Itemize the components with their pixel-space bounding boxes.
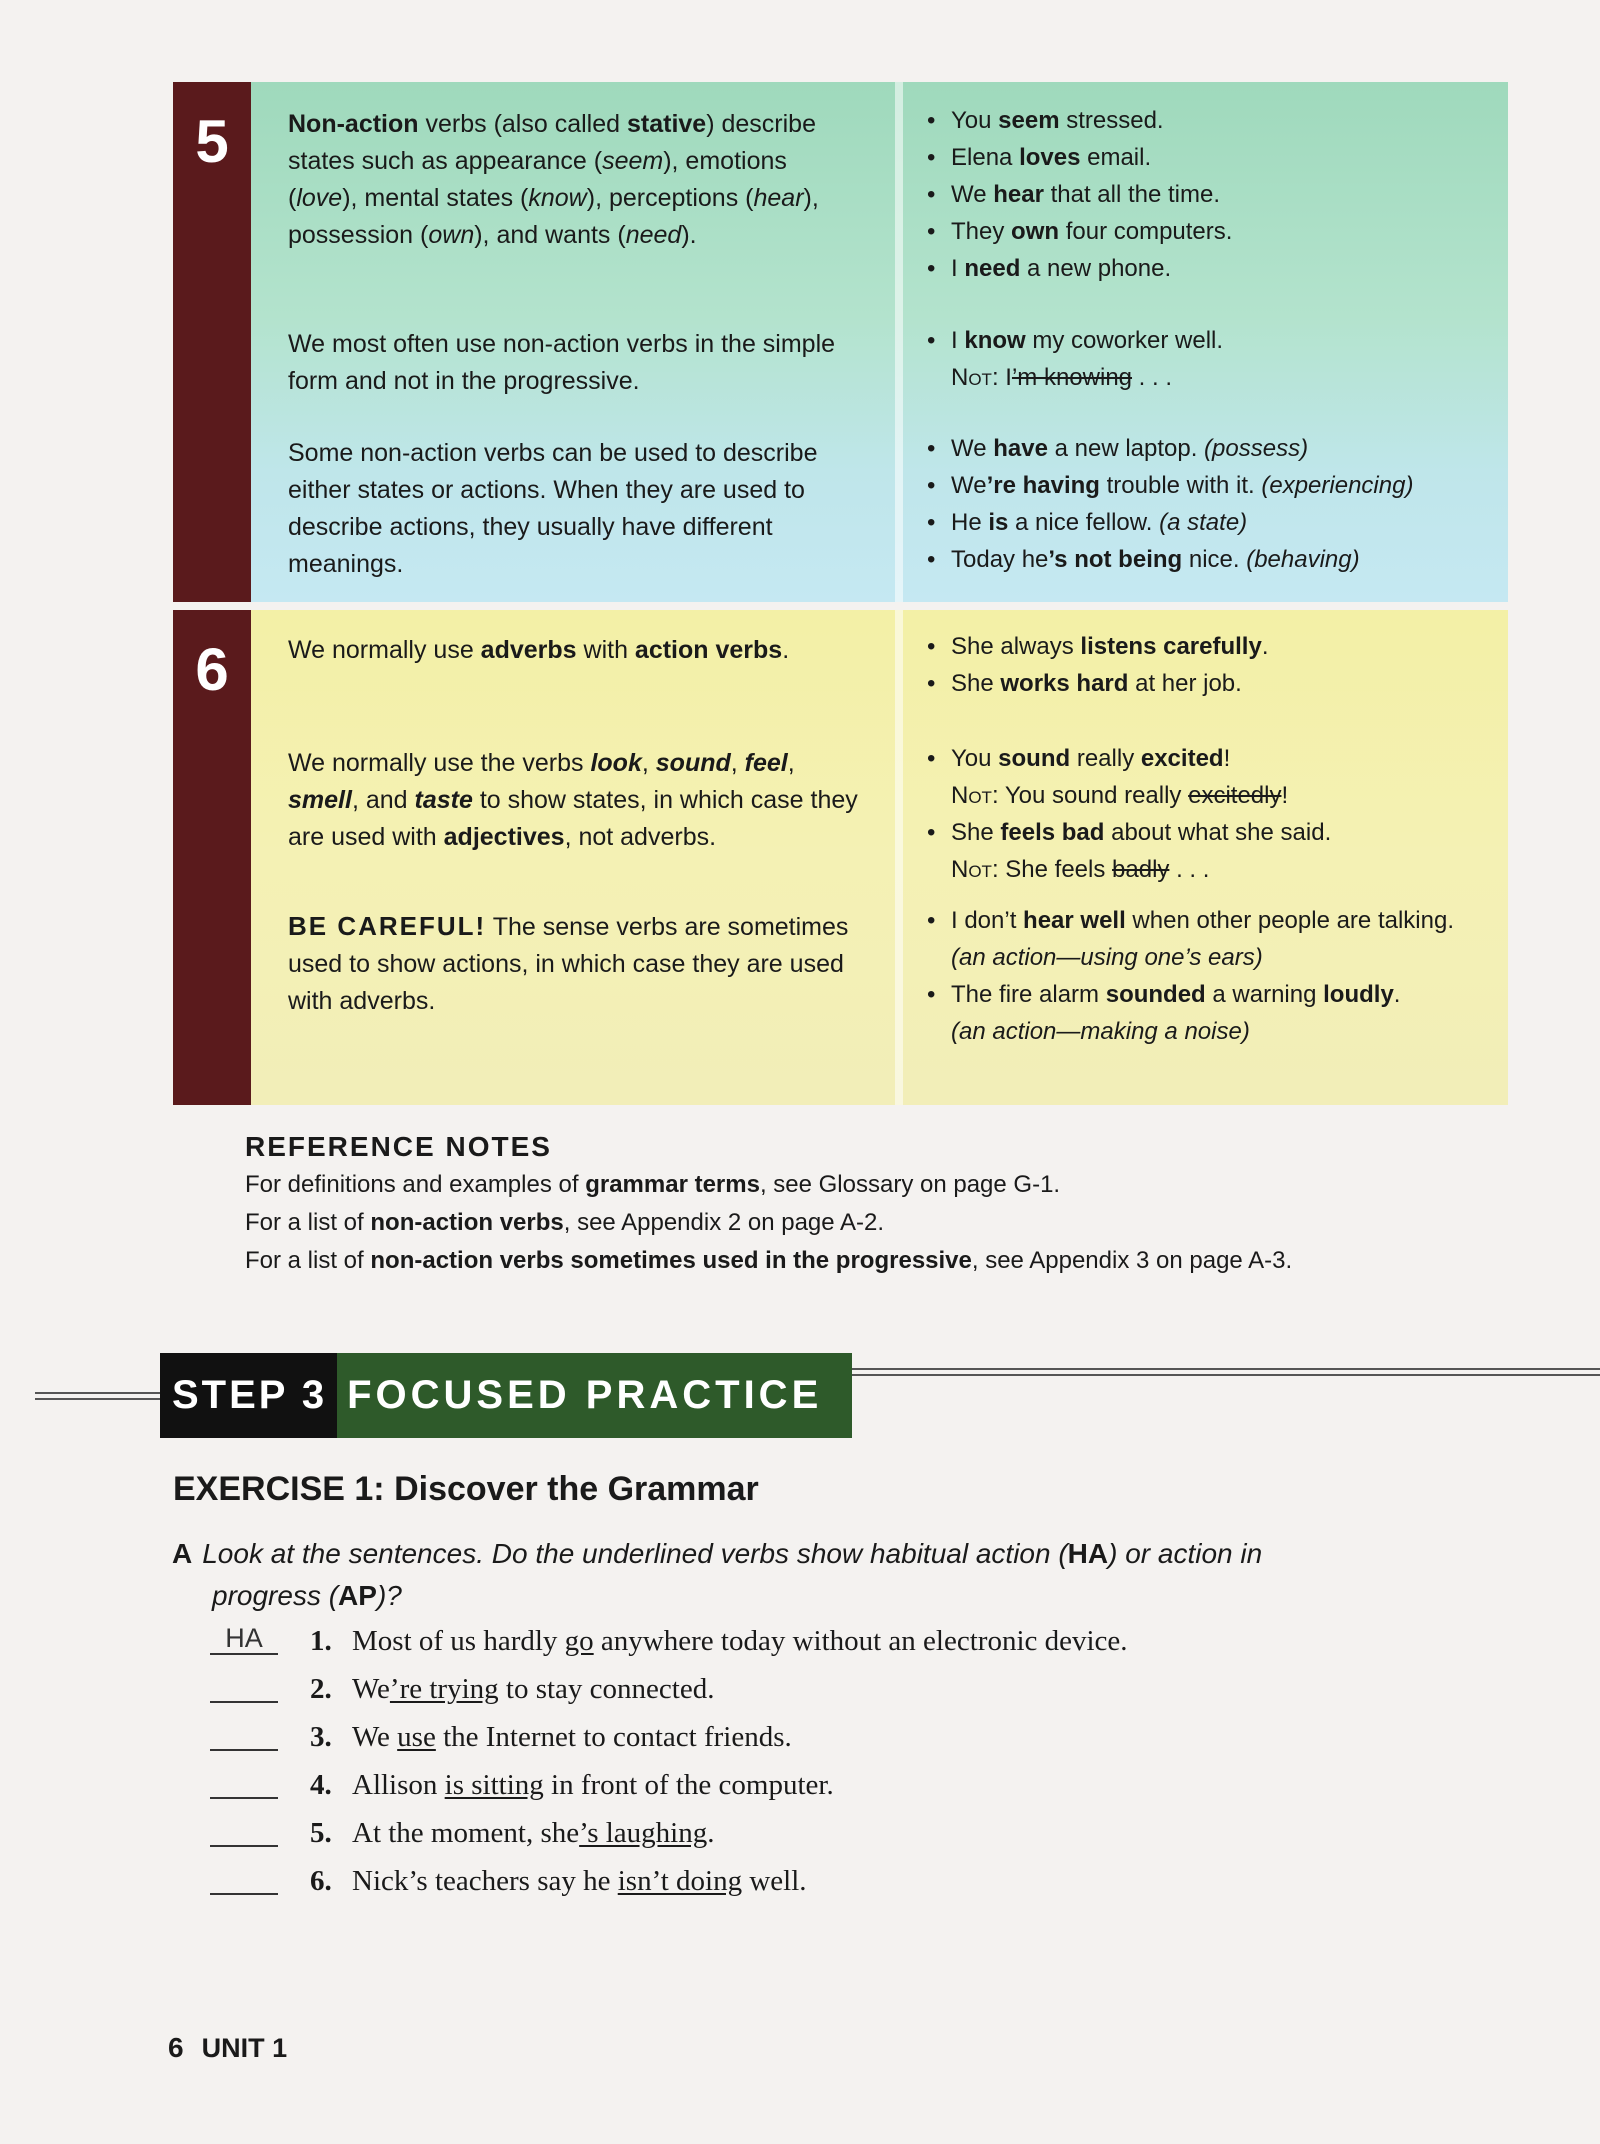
page-footer [168,2032,287,2064]
example-item: • They own four computers. [925,213,1525,250]
examples-list [925,902,1525,1050]
step-banner [160,1353,852,1438]
example-item: • I don’t hear well when other people are talking. (an action—using one’s ears) [925,902,1525,976]
examples-list [925,322,1525,396]
item-sentence: Most of us hardly go anywhere today without an electronic device. [352,1625,1128,1657]
column-divider [895,610,903,1105]
example-item: • We’re having trouble with it. (experiencing) [925,467,1525,504]
section-bar [173,82,251,602]
item-sentence: At the moment, she’s laughing. [352,1817,715,1849]
step-title: FOCUSED PRACTICE [337,1353,852,1438]
answer-blank[interactable] [210,1863,278,1895]
rule-text: Some non-action verbs can be used to describe either states or actions. When they are used to describe actions, they usually have different meanings. [288,439,818,578]
exercise-item [210,1663,1410,1711]
answer-blank[interactable] [210,1719,278,1751]
answer-blank[interactable] [210,1671,278,1703]
item-sentence: We’re trying to stay connected. [352,1673,715,1705]
be-careful-label: BE CAREFUL! [288,911,487,941]
item-number: 1. [310,1625,332,1657]
grammar-section-5 [173,82,1508,602]
example-item: • She always listens carefully. [925,628,1525,665]
exercise-item [210,1615,1410,1663]
examples-list [925,430,1525,578]
item-number: 3. [310,1721,332,1753]
answer-blank[interactable] [210,1815,278,1847]
item-number: 2. [310,1673,332,1705]
example-item: • We have a new laptop. (possess) [925,430,1525,467]
grammar-section-6 [173,610,1508,1105]
reference-notes-heading: REFERENCE NOTES [245,1131,552,1162]
exercise-item [210,1759,1410,1807]
page-number: 6 [168,2032,184,2063]
exercise-item [210,1807,1410,1855]
examples-list [925,102,1525,287]
exercise-item [210,1711,1410,1759]
example-item: • I know my coworker well. [925,322,1525,359]
example-item: • He is a nice fellow. (a state) [925,504,1525,541]
example-item: • Today he’s not being nice. (behaving) [925,541,1525,578]
rule-text: We most often use non-action verbs in the simple form and not in the progressive. [288,330,836,395]
item-number: 4. [310,1769,332,1801]
item-number: 5. [310,1817,332,1849]
banner-rule-left [35,1392,165,1400]
reference-note: For definitions and examples of grammar terms, see Glossary on page G-1. [245,1171,1061,1198]
rule-text: Non-action verbs (also called stative) describe states such as appearance (seem), emotions (love), mental states (know), perceptions (hear), possession (own), and wants (need). [288,110,819,249]
example-item: • You sound really excited! [925,740,1525,777]
rule-text: We normally use the verbs look, sound, feel, smell, and taste to show states, in which case they are used with adjectives, not adverbs. [288,749,858,851]
item-sentence: Nick’s teachers say he isn’t doing well. [352,1865,807,1897]
rule-text: BE CAREFUL! The sense verbs are sometimes used to show actions, in which case they are used with adverbs. [288,911,849,1015]
exercise-item [210,1855,1410,1903]
section-number: 5 [195,108,229,175]
column-divider [895,82,903,602]
section-number: 6 [195,636,229,703]
grammar-chart [173,82,1508,1105]
exercise-heading: EXERCISE 1: Discover the Grammar [173,1470,759,1508]
instruction-letter: A [172,1538,193,1569]
reference-note: For a list of non-action verbs, see Appendix 2 on page A-2. [245,1209,884,1236]
unit-label: UNIT 1 [201,2033,288,2063]
incorrect-example: Not: She feels badly . . . [951,856,1210,883]
rule-text: We normally use adverbs with action verbs. [288,636,790,664]
item-number: 6. [310,1865,332,1897]
step-label: STEP 3 [160,1353,337,1438]
answer-blank[interactable]: HA [210,1623,278,1655]
banner-rule-right [830,1368,1600,1376]
incorrect-example: Not: I’m knowing . . . [951,364,1173,391]
examples-list [925,628,1525,702]
example-item: • I need a new phone. [925,250,1525,287]
section-bar [173,610,251,1105]
reference-notes [245,1128,1445,1280]
example-item: • Elena loves email. [925,139,1525,176]
answer-blank[interactable] [210,1767,278,1799]
item-sentence: Allison is sitting in front of the computer. [352,1769,834,1801]
example-item: • She works hard at her job. [925,665,1525,702]
reference-note: For a list of non-action verbs sometimes used in the progressive, see Appendix 3 on page A-3. [245,1247,1293,1274]
exercise-items [210,1615,1410,1903]
examples-list [925,740,1525,888]
item-sentence: We use the Internet to contact friends. [352,1721,792,1753]
example-item: • We hear that all the time. [925,176,1525,213]
example-item: • She feels bad about what she said. [925,814,1525,851]
example-item: • The fire alarm sounded a warning loudly. (an action—making a noise) [925,976,1525,1050]
incorrect-example: Not: You sound really excitedly! [951,782,1289,809]
exercise-instructions: A Look at the sentences. Do the underlined verbs show habitual action (HA) or action in progress (AP)? [172,1538,1263,1611]
example-item: • You seem stressed. [925,102,1525,139]
